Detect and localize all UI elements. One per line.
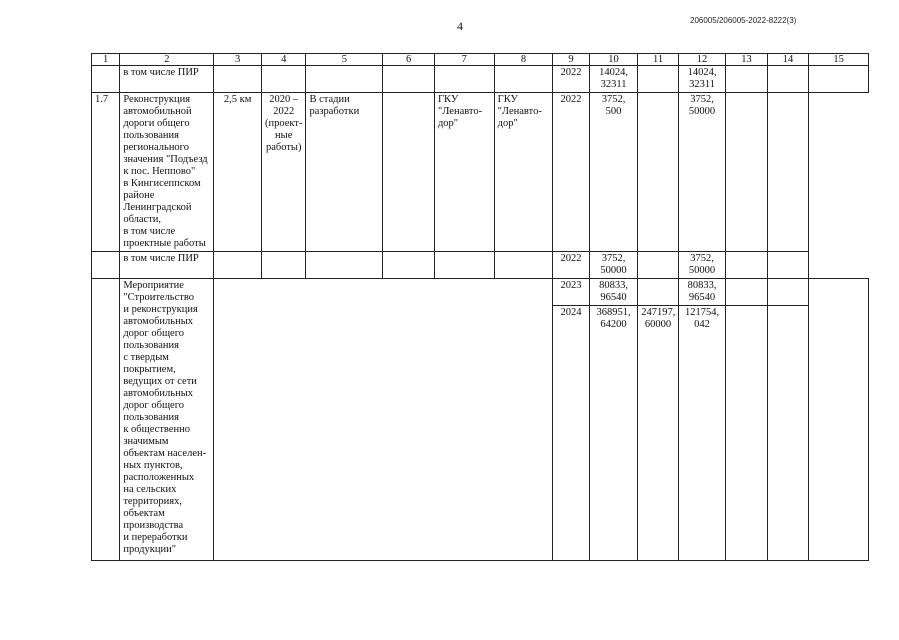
table-cell: [809, 279, 869, 561]
table-cell: 368951, 64200: [589, 306, 638, 561]
table-cell: [638, 279, 678, 306]
table-cell: [767, 252, 808, 279]
table-cell: 14024, 32311: [678, 66, 726, 93]
table-cell: [638, 66, 678, 93]
table-cell: [809, 93, 869, 279]
table-cell: 2023: [553, 279, 589, 306]
table-cell: [494, 252, 553, 279]
table-cell: 2020 – 2022 (проект- ные работы): [261, 93, 306, 252]
table-cell: [638, 93, 678, 252]
col-header: 6: [383, 54, 435, 66]
table-cell: В стадии разработки: [306, 93, 383, 252]
table-cell: [434, 66, 494, 93]
document-id: 206005/206005-2022-8222(3): [690, 16, 797, 25]
page-number: 4: [457, 19, 463, 33]
table-cell: [92, 279, 120, 561]
table-cell: [638, 252, 678, 279]
table-cell: [92, 252, 120, 279]
table-cell: [261, 252, 306, 279]
table-cell: 3752, 50000: [678, 93, 726, 252]
table-cell: 247197, 60000: [638, 306, 678, 561]
table-cell: 2022: [553, 93, 589, 252]
table-cell: [306, 66, 383, 93]
table-cell: [383, 93, 435, 252]
col-header: 11: [638, 54, 678, 66]
col-header: 14: [767, 54, 808, 66]
table-row: [92, 66, 869, 93]
table-cell: [306, 252, 383, 279]
row-number: 1.7: [92, 93, 120, 252]
table-cell: [767, 279, 808, 306]
table-row: [92, 93, 869, 252]
table-cell: [434, 252, 494, 279]
table-cell: в том числе ПИР: [120, 66, 214, 93]
col-header: 7: [434, 54, 494, 66]
col-header: 4: [261, 54, 306, 66]
table-cell: 2,5 км: [214, 93, 262, 252]
table-cell: [383, 66, 435, 93]
col-header: 10: [589, 54, 638, 66]
table-cell: 2024: [553, 306, 589, 561]
col-header: 12: [678, 54, 726, 66]
table-cell: [767, 93, 808, 252]
col-header: 15: [809, 54, 869, 66]
table-cell: [726, 279, 767, 306]
object-name: Реконструкция автомобильной дороги общего пользования регионального значения "Подъезд к пос. Неппово" в Кингисеппском районе Ленинградской области, в том числе проектные работы: [120, 93, 214, 252]
table-cell: в том числе ПИР: [120, 252, 214, 279]
table-cell: [726, 306, 767, 561]
table-cell: 121754, 042: [678, 306, 726, 561]
col-header: 2: [120, 54, 214, 66]
table-cell: 2022: [553, 252, 589, 279]
col-header: 8: [494, 54, 553, 66]
table-cell: [767, 66, 808, 93]
table-cell: [726, 252, 767, 279]
table-cell: 3752, 500: [589, 93, 638, 252]
col-header: 13: [726, 54, 767, 66]
col-header: 5: [306, 54, 383, 66]
table-cell: 3752, 50000: [678, 252, 726, 279]
header-row: [92, 54, 869, 66]
table-cell: [214, 279, 553, 561]
program-table: [91, 53, 869, 561]
col-header: 3: [214, 54, 262, 66]
table-cell: ГКУ "Ленавто- дор": [494, 93, 553, 252]
table-cell: [767, 306, 808, 561]
table-row: [92, 279, 869, 306]
table-cell: [214, 252, 262, 279]
table-cell: 80833, 96540: [589, 279, 638, 306]
table-cell: 3752, 50000: [589, 252, 638, 279]
event-name: Мероприятие "Строительство и реконструкция автомобильных дорог общего пользования с твердым покрытием, ведущих от сети автомобильных дорог общего пользования к общественно значимым объектам населен- ных пунктов, расположенных на сельских территориях, объектам производства и переработки продукции": [120, 279, 214, 561]
table-cell: 2022: [553, 66, 589, 93]
col-header: 9: [553, 54, 589, 66]
table-cell: 14024, 32311: [589, 66, 638, 93]
table-cell: [494, 66, 553, 93]
table-cell: [726, 66, 767, 93]
table-cell: [214, 66, 262, 93]
table-cell: [726, 93, 767, 252]
table-row: [92, 252, 869, 279]
table-cell: [809, 66, 869, 93]
table-cell: 80833, 96540: [678, 279, 726, 306]
table-cell: [261, 66, 306, 93]
table-cell: [92, 66, 120, 93]
col-header: 1: [92, 54, 120, 66]
table-cell: [383, 252, 435, 279]
table-cell: ГКУ "Ленавто- дор": [434, 93, 494, 252]
